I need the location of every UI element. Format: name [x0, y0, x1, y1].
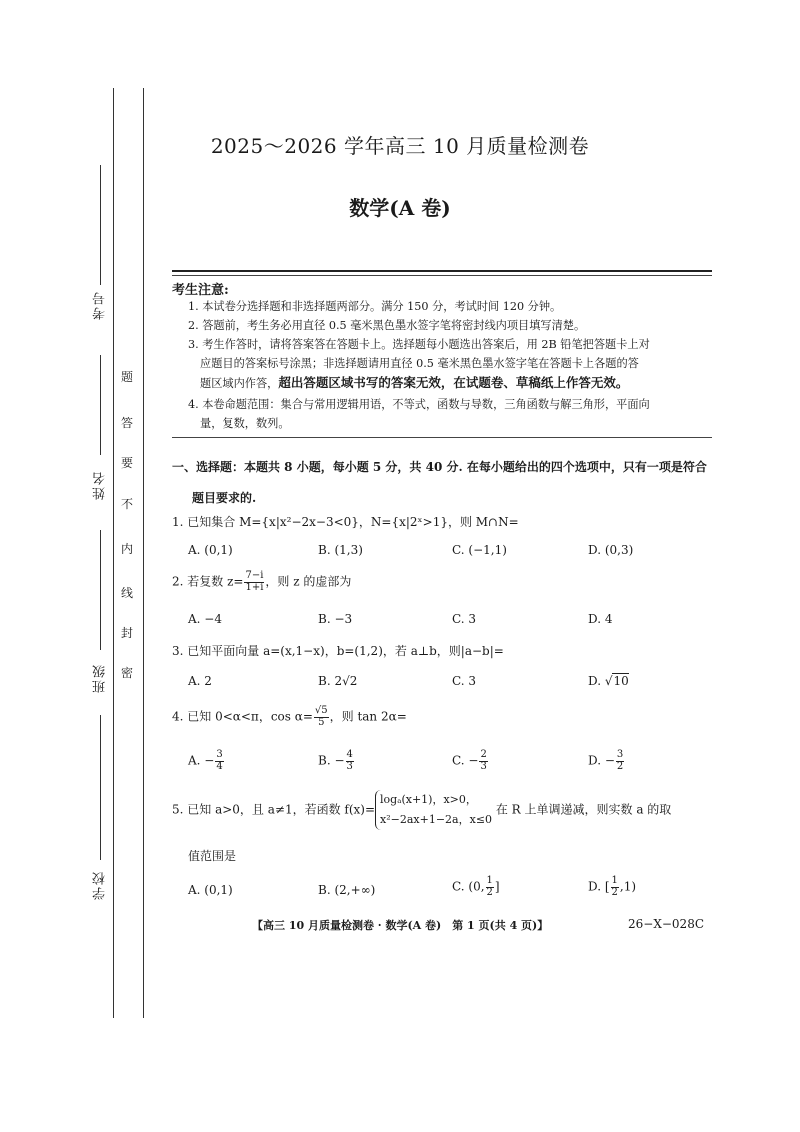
seal-char-5: 不 — [121, 497, 134, 511]
q4-b-den: 3 — [346, 760, 353, 772]
q1-option-c: C. (−1,1) — [452, 543, 507, 557]
q4-frac-num: √5 — [314, 705, 328, 716]
notice-rule — [172, 437, 712, 438]
q1-option-a: A. (0,1) — [188, 543, 233, 557]
header-rule-thick — [172, 270, 712, 272]
q2-stem-pre: 2. 若复数 z= — [172, 574, 244, 589]
notice-item-3-line-3 — [200, 373, 720, 393]
q5-c-pre: C. (0, — [452, 879, 485, 894]
q5-c-num: 1 — [486, 875, 493, 886]
section-heading-line-2: 题目要求的. — [192, 491, 257, 505]
q4-stem — [172, 706, 407, 728]
q3-option-b: B. 2√2 — [318, 674, 358, 688]
notice-item-4-line-1: 4. 本卷命题范围：集合与常用逻辑用语，不等式，函数与导数，三角函数与解三角形，平面向 — [188, 398, 650, 411]
q4-d-den: 2 — [616, 760, 624, 772]
name-blank — [100, 355, 101, 455]
q4-frac-den: 5 — [318, 716, 325, 728]
q5-d-num: 1 — [611, 875, 618, 886]
q3-option-d-label: D. √ — [588, 674, 613, 688]
q4-fraction — [314, 706, 329, 728]
q5-option-b: B. (2,+∞) — [318, 883, 376, 897]
section-heading — [172, 452, 717, 514]
q4-option-d — [588, 750, 625, 772]
exam-no-label: 考号 — [93, 290, 108, 320]
class-blank — [100, 530, 101, 650]
q4-c-num: 2 — [480, 749, 487, 760]
q4-a-frac — [215, 750, 223, 772]
q2-option-a: A. −4 — [188, 612, 222, 626]
page-footer: 【高三 10 月质量检测卷 · 数学(A 卷) 第 1 页(共 4 页)】 — [252, 919, 549, 932]
seal-char-4: 内 — [121, 542, 134, 556]
q2-option-b: B. −3 — [318, 612, 353, 626]
seal-char-6: 要 — [121, 456, 134, 470]
school-label: 学校 — [93, 870, 108, 900]
q5-stem-pre: 5. 已知 a>0，且 a≠1，若函数 f(x)= — [172, 802, 376, 817]
q1-option-b: B. (1,3) — [318, 543, 363, 557]
name-label: 姓名 — [93, 470, 108, 500]
q4-stem-pre: 4. 已知 0<α<π，cos α= — [172, 709, 313, 724]
q1-option-d: D. (0,3) — [588, 543, 634, 557]
q4-c-pre: C. − — [452, 753, 479, 768]
margin-line-outer — [113, 88, 114, 1018]
section-heading-line-1: 一、选择题：本题共 8 小题，每小题 5 分，共 40 分. 在每小题给出的四个选项中，只有一项是符合 — [172, 460, 707, 474]
q4-b-num: 4 — [346, 749, 353, 760]
margin-line-inner — [143, 88, 144, 1018]
q5-d-pre: D. [ — [588, 879, 610, 894]
q4-a-num: 3 — [216, 749, 223, 760]
q4-d-frac — [616, 750, 624, 772]
q5-piece-2: x²−2ax+1−2a，x≤0 — [380, 813, 493, 826]
q5-stem — [172, 790, 717, 830]
q5-c-post: ] — [494, 879, 500, 894]
q4-b-frac — [346, 750, 354, 772]
seal-char-8: 题 — [121, 370, 134, 384]
q5-d-post: ,1) — [619, 879, 637, 894]
q4-c-frac — [479, 750, 487, 772]
q4-c-den: 3 — [480, 760, 487, 772]
q4-a-pre: A. − — [188, 753, 215, 768]
q5-d-den: 2 — [611, 886, 618, 898]
q2-stem — [172, 571, 351, 593]
notice-item-3-line-2: 应题目的答案标号涂黑；非选择题请用直径 0.5 毫米黑色墨水签字笔在答题卡上各题的答 — [200, 357, 639, 370]
notice-item-2: 2. 答题前，考生务必用直径 0.5 毫米黑色墨水签字笔将密封线内项目填写清楚。 — [188, 319, 586, 332]
q4-option-b — [318, 750, 355, 772]
q4-d-pre: D. − — [588, 753, 615, 768]
q2-option-c: C. 3 — [452, 612, 477, 626]
q3-option-d-radicand: 10 — [613, 674, 629, 688]
notice-item-1: 1. 本试卷分选择题和非选择题两部分。满分 150 分，考试时间 120 分钟。 — [188, 300, 562, 313]
q5-c-den: 2 — [486, 886, 493, 898]
q4-a-den: 4 — [216, 760, 223, 772]
q4-d-num: 3 — [616, 749, 624, 760]
q3-option-d — [588, 674, 629, 688]
notice-heading: 考生注意: — [172, 283, 229, 298]
q5-option-d — [588, 876, 636, 898]
notice-item-3-line-1: 3. 考生作答时，请将答案答在答题卡上。选择题每小题选出答案后，用 2B 铅笔把答题卡上对 — [188, 338, 650, 351]
q4-option-c — [452, 750, 489, 772]
paper-code: 26−X−028C — [628, 917, 705, 931]
class-label: 班级 — [93, 663, 108, 693]
seal-char-3: 线 — [121, 586, 134, 600]
q4-option-a — [188, 750, 225, 772]
school-blank — [100, 715, 101, 860]
q3-stem: 3. 已知平面向量 a=(x,1−x)，b=(1,2)，若 a⊥b，则|a−b|= — [172, 644, 504, 658]
q5-piecewise — [375, 790, 492, 830]
notice-item-3-text: 题区域内作答， — [200, 377, 279, 390]
q5-c-frac — [486, 876, 494, 898]
seal-char-1: 密 — [121, 666, 134, 680]
q2-stem-post: ，则 z 的虚部为 — [265, 574, 352, 589]
exam-subtitle: 数学(A 卷) — [349, 196, 451, 220]
exam-title: 2025～2026 学年高三 10 月质量检测卷 — [210, 134, 590, 158]
seal-char-7: 答 — [121, 416, 134, 430]
q1-stem: 1. 已知集合 M={x|x²−2x−3<0}，N={x|2ˣ>1}，则 M∩N= — [172, 515, 519, 529]
exam-no-blank — [100, 165, 101, 285]
seal-char-2: 封 — [121, 626, 134, 640]
q4-stem-post: ，则 tan 2α= — [329, 709, 407, 724]
header-rule-thin — [172, 275, 712, 276]
q2-fraction — [244, 571, 264, 593]
q2-option-d: D. 4 — [588, 612, 613, 626]
q5-d-frac — [611, 876, 619, 898]
q3-option-a: A. 2 — [188, 674, 212, 688]
notice-item-4-line-2: 量，复数，数列。 — [200, 417, 290, 430]
q5-stem-line-2: 值范围是 — [188, 849, 237, 863]
q5-option-c — [452, 876, 500, 898]
q4-b-pre: B. − — [318, 753, 345, 768]
q5-piece-1: logₐ(x+1)，x>0， — [380, 793, 477, 806]
q5-option-a: A. (0,1) — [188, 883, 233, 897]
q2-frac-den: 1+i — [245, 581, 264, 593]
q3-option-c: C. 3 — [452, 674, 477, 688]
q5-stem-post: 在 R 上单调递减，则实数 a 的取 — [495, 802, 672, 817]
q2-frac-num: 7−i — [245, 570, 264, 581]
notice-item-3-emphasis: 超出答题区域书写的答案无效，在试题卷、草稿纸上作答无效。 — [278, 375, 629, 390]
